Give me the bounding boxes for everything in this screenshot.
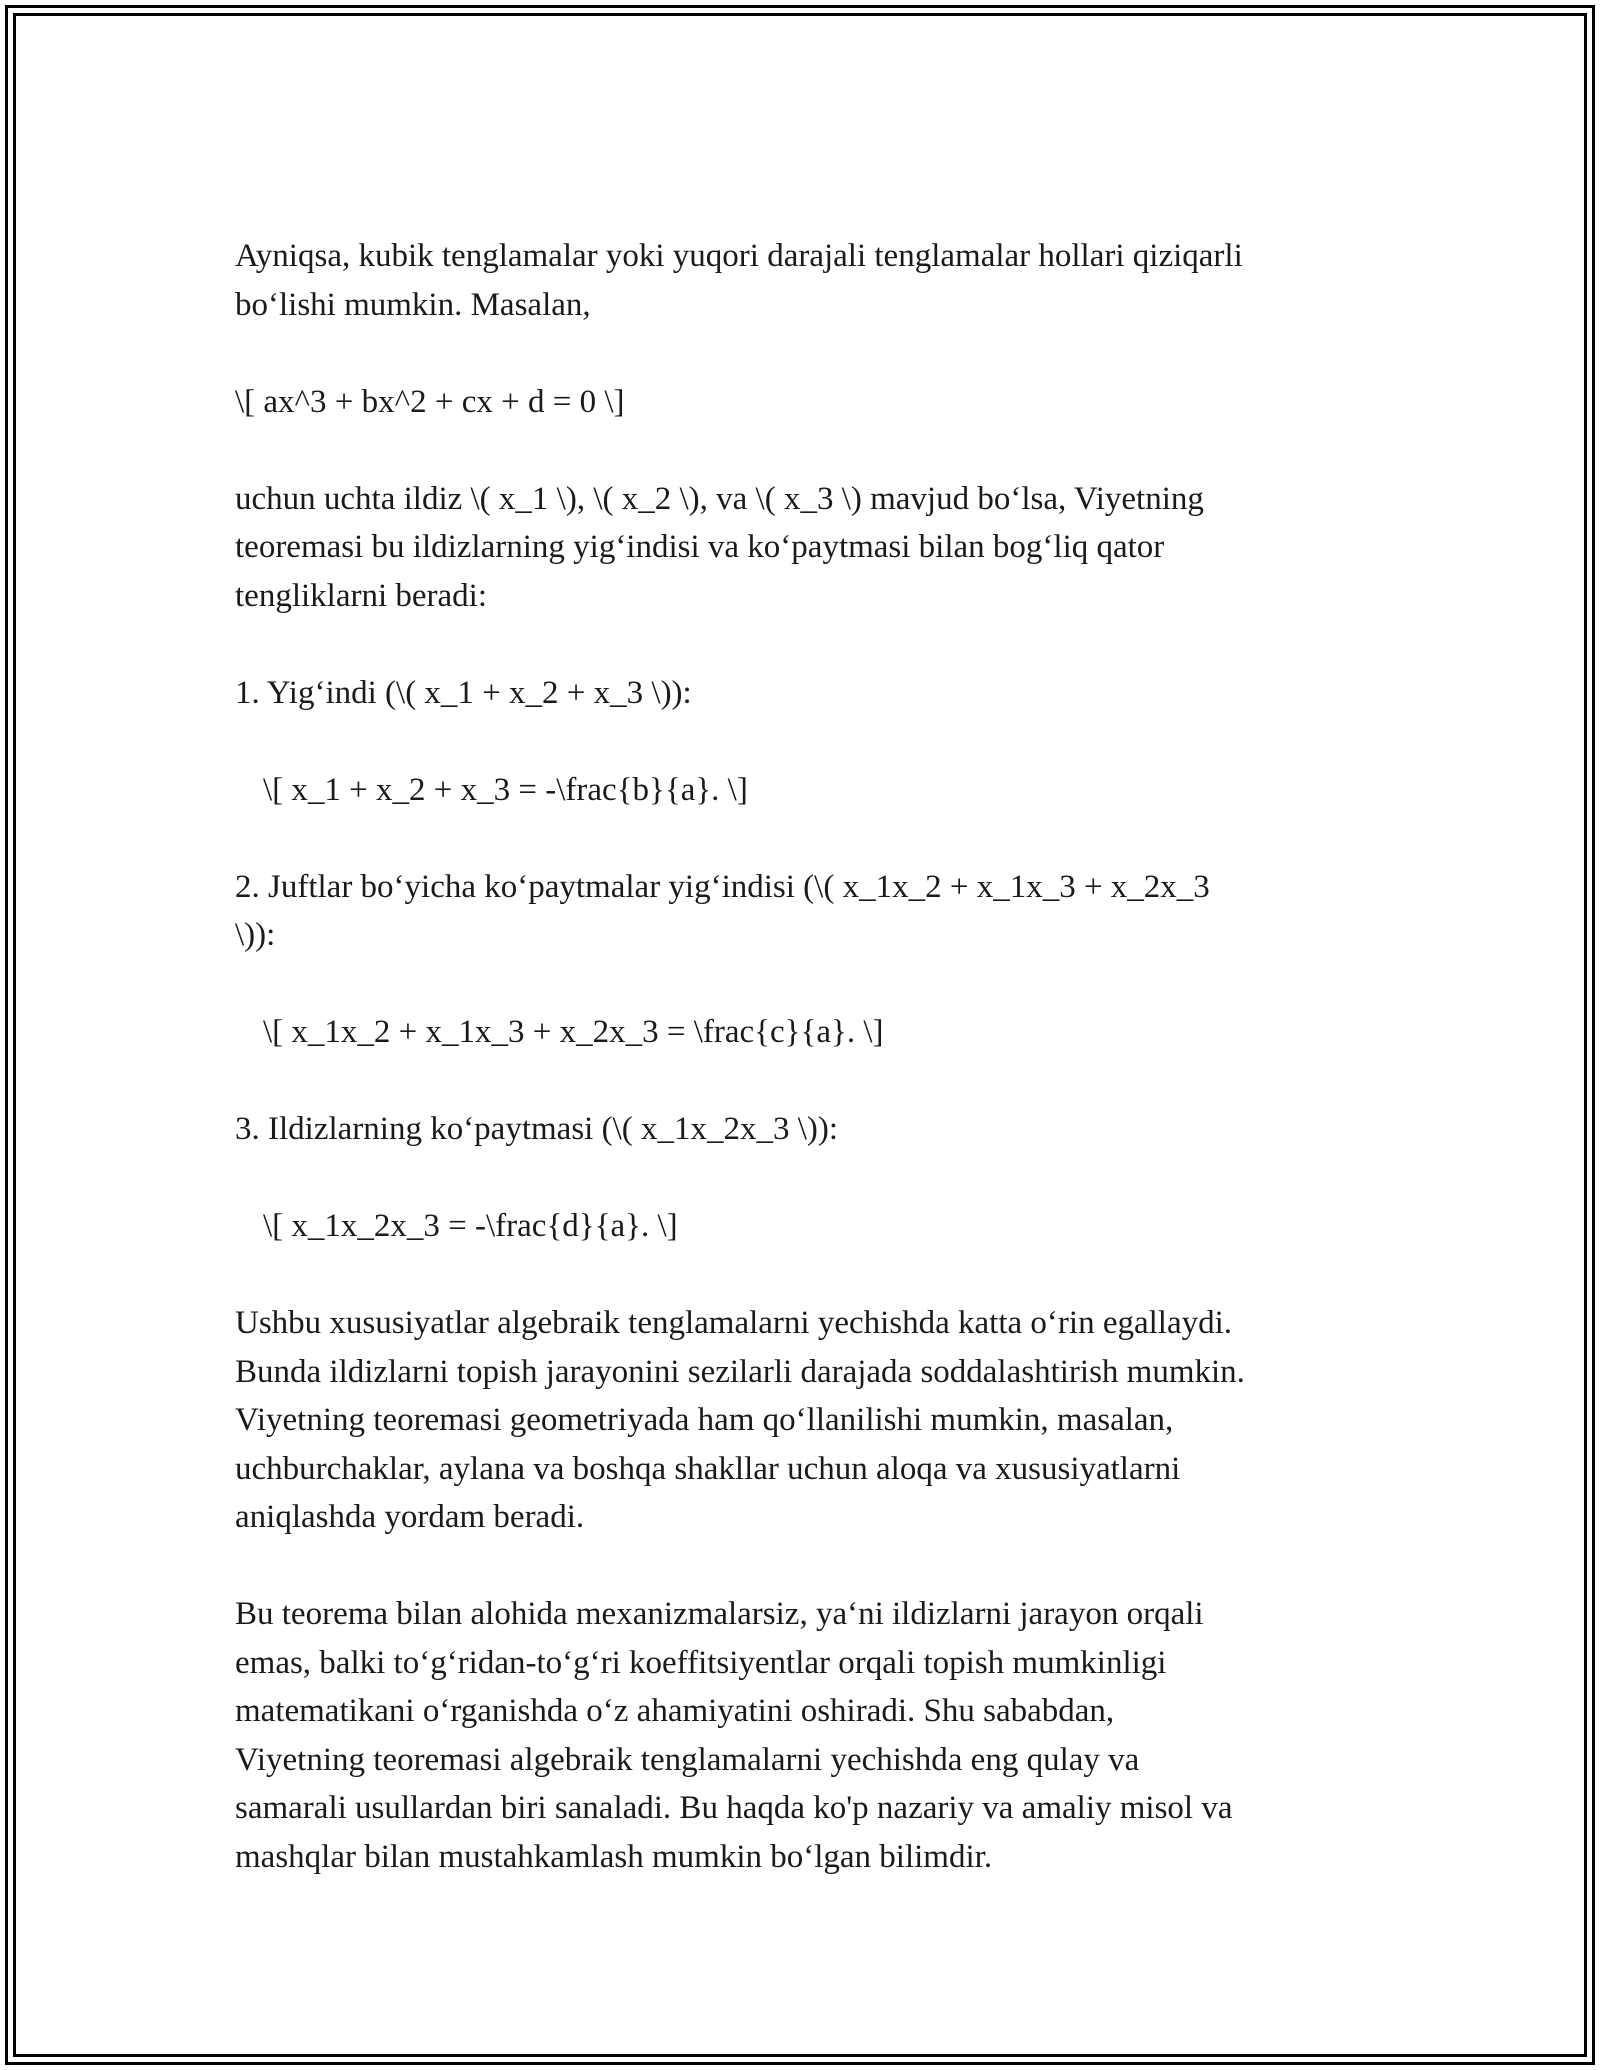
list-item-product — [235, 1105, 1375, 1154]
equation-pairwise — [235, 1008, 1375, 1057]
text-line: matematikani o‘rganishda o‘z ahamiyatini oshiradi. Shu sababdan, — [235, 1693, 1115, 1729]
paragraph-roots — [235, 475, 1375, 621]
text-line: \[ x_1x_2x_3 = -\frac{d}{a}. \] — [263, 1208, 678, 1244]
text-line: mashqlar bilan mustahkamlash mumkin bo‘lgan bilimdir. — [235, 1838, 993, 1875]
text-line: aniqlashda yordam beradi. — [235, 1499, 585, 1535]
text-line: tengliklarni beradi: — [235, 577, 487, 614]
paragraph-conclusion — [235, 1590, 1375, 1881]
text-line: bo‘lishi mumkin. Masalan, — [235, 286, 591, 323]
text-line: \)): — [235, 917, 276, 953]
text-line: emas, balki to‘g‘ridan-to‘g‘ri koeffitsiyentlar orqali topish mumkinligi — [235, 1644, 1167, 1681]
document-body — [235, 232, 1375, 1930]
text-line: 1. Yig‘indi (\( x_1 + x_2 + x_3 \)): — [235, 674, 692, 711]
equation-product — [235, 1202, 1375, 1251]
text-line: Ayniqsa, kubik tenglamalar yoki yuqori darajali tenglamalar hollari qiziqarli — [235, 238, 1243, 274]
text-line: uchburchaklar, aylana va boshqa shakllar uchun aloqa va xususiyatlarni — [235, 1450, 1181, 1487]
text-line: 3. Ildizlarning ko‘paytmasi (\( x_1x_2x_3 \)): — [235, 1111, 839, 1147]
text-line: Ushbu xususiyatlar algebraik tenglamalarni yechishda katta o‘rin egallaydi. — [235, 1305, 1233, 1341]
text-line: samarali usullardan biri sanaladi. Bu haqda ko'p nazariy va amaliy misol va — [235, 1790, 1233, 1826]
text-line: uchun uchta ildiz \( x_1 \), \( x_2 \), va \( x_3 \) mavjud bo‘lsa, Viyetning — [235, 480, 1204, 517]
list-item-sum — [235, 669, 1375, 718]
text-line: teoremasi bu ildizlarning yig‘indisi va ko‘paytmasi bilan bog‘liq qator — [235, 529, 1165, 565]
text-line: \[ x_1 + x_2 + x_3 = -\frac{b}{a}. \] — [263, 771, 748, 808]
text-line: Viyetning teoremasi geometriyada ham qo‘llanilishi mumkin, masalan, — [235, 1402, 1174, 1438]
paragraph-properties — [235, 1299, 1375, 1542]
text-line: 2. Juftlar bo‘yicha ko‘paytmalar yig‘indisi (\( x_1x_2 + x_1x_3 + x_2x_3 — [235, 868, 1210, 905]
list-item-pairwise — [235, 863, 1375, 960]
text-line: Bu teorema bilan alohida mexanizmalarsiz, ya‘ni ildizlarni jarayon orqali — [235, 1596, 1204, 1632]
paragraph-intro — [235, 232, 1375, 329]
text-line: Viyetning teoremasi algebraik tenglamalarni yechishda eng qulay va — [235, 1741, 1140, 1778]
text-line: \[ ax^3 + bx^2 + cx + d = 0 \] — [235, 383, 625, 420]
text-line: Bunda ildizlarni topish jarayonini sezilarli darajada soddalashtirish mumkin. — [235, 1353, 1245, 1390]
text-line: \[ x_1x_2 + x_1x_3 + x_2x_3 = \frac{c}{a}. \] — [263, 1014, 884, 1050]
equation-sum — [235, 766, 1375, 815]
equation-cubic — [235, 378, 1375, 427]
